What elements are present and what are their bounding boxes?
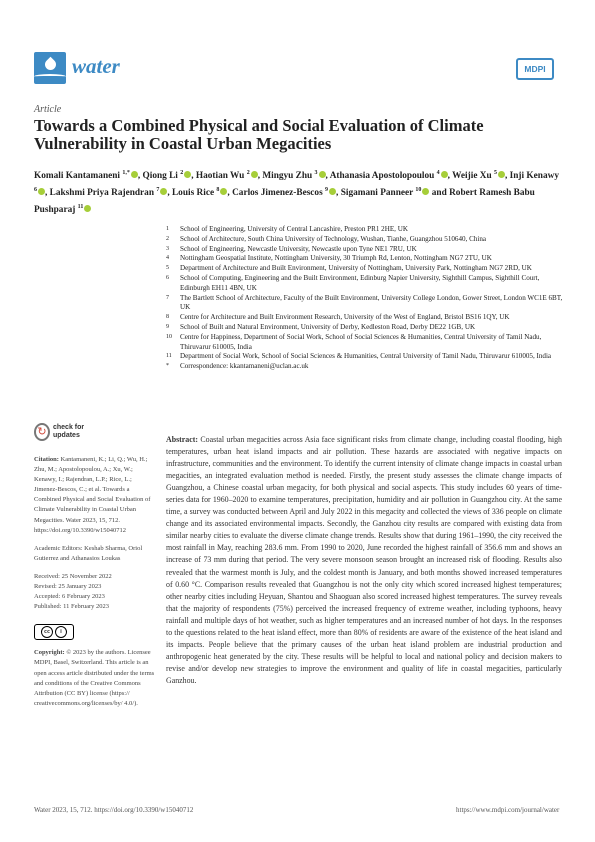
- author-name: Qiong Li: [142, 171, 178, 182]
- footer-journal-url[interactable]: https://www.mdpi.com/journal/water: [456, 806, 560, 814]
- author-affiliation-number: 8: [216, 187, 220, 194]
- revised-date: Revised: 25 January 2023: [34, 583, 102, 591]
- affiliation-number: 5: [166, 265, 169, 272]
- orcid-icon[interactable]: [160, 188, 167, 195]
- footer-citation[interactable]: Water 2023, 15, 712. https://doi.org/10.3390/w15040712: [34, 806, 194, 814]
- author[interactable]: [262, 171, 325, 181]
- academic-editors: Academic Editors: Keshab Sharma, Oriol Gutierrez and Athanasios Loukas: [34, 544, 143, 562]
- author-name: Carlos Jimenez-Bescos: [232, 188, 323, 199]
- affiliation-text: Correspondence: kkantamaneni@uclan.ac.uk: [180, 362, 309, 371]
- affiliation-item: [166, 245, 566, 255]
- orcid-icon[interactable]: [319, 171, 326, 178]
- affiliation-text: Department of Social Work, School of Social Sciences & Humanities, Central University of Tamil Nadu, Thiruvarur 610005, India: [180, 352, 552, 361]
- author-name: Sigamani Panneer: [340, 188, 414, 199]
- author-affiliation-number: 3: [314, 170, 318, 176]
- author[interactable]: [143, 171, 192, 181]
- abstract-text: Coastal urban megacities across Asia face significant risks from climate change, including coastal flooding, high temperatures, urban heat island impacts and air pollution. These hazards are associated with negative impacts on infrastructure, communities and the environment. To identify the current intensity of climate change impacts in coastal urban megacities, an integrated evaluation method is needed. Firstly, the present study assesses the climate change impacts of Guangzhou, a Chinese coastal urban megacity, for both physical and social aspects. This study includes 60 years of time-series data for 1960–2020 to examine temperatures, precipitation, humidity and air pollution in Guangzhou city. At the same time, a survey was conducted between April and July 2022 in this megacity and collected the views of 336 people on climate change and its associated environmental impacts. Secondly, the Ganzhou city results are compared with existing data from similar nearby cities to evaluate the diverse climate change trends. Results show that during 1961–1990, the city received the most rainfall in May, reaching 283.6 mm. From 1990 to 2020, June recorded the highest rainfall of 356.6 mm and shows an increase of 73 mm during that period. The very severe monsoon season brought an increased risk of flooding. Results also revealed that the warmest month is July, and the coldest month is January, and both months showed increased temperatures of 0.60 °C. Comparison results revealed that Guangzhou is not the only city which scored increased highest temperatures; other nearby cities including Heyuan, Shantou and Shaoguan also scored increased highest temperatures. The survey reveals that the majority of respondents (75%) perceived the increased frequency of extreme weather, including typhoons, heavy rainfall and multiple days of hot weather, such as higher temperatures and an increased number of hot days. In the responses to the questions related to the heat island effect, more than 80% of residents are aware of the existence of the heat island and its impacts. People believe that the primary causes of the urban heat island problem are industrial production and anthropogenic heat generated by the city. These results will be helpful to local and national policy and decision makers to revise and/or develop new strategies to improve the environment and quality of life in coastal megacities, particularly Ganzhou.: [166, 435, 562, 685]
- copyright-text: © 2023 by the authors. Licensee MDPI, Basel, Switzerland. This article is an open access article distributed under the terms and conditions of the Creative Commons Attribution (CC BY) license (https:// creativecommons.org/licenses/by/ 4.0/).: [34, 649, 155, 707]
- author-affiliation-number: 11: [77, 204, 84, 211]
- copyright-label: Copyright:: [34, 649, 65, 657]
- author-affiliation-number: 2: [180, 170, 184, 176]
- affiliation-item: [166, 294, 566, 314]
- affiliation-text: Nottingham Geospatial Institute, Nottingham University, 30 Triumph Rd, Lenton, Nottingham NG7 2TU, UK: [180, 254, 492, 263]
- affiliation-item: [166, 333, 566, 353]
- author-affiliation-number: 10: [415, 187, 422, 194]
- affiliation-text: The Bartlett School of Architecture, Faculty of the Built Environment, University College London, Gower Street, London WC1E 6BT, UK: [180, 293, 563, 312]
- received-date: Received: 25 November 2022: [34, 572, 112, 580]
- affiliation-item: [166, 362, 566, 372]
- abstract-label: Abstract:: [166, 435, 198, 444]
- page-title: Towards a Combined Physical and Social Evaluation of Climate Vulnerability in Coastal Urban Megacities: [34, 116, 484, 153]
- citation-text[interactable]: Kantamaneni, K.; Li, Q.; Wu, H.; Zhu, M.; Apostolopoulou, A.; Xu, W.; Kenawy, I.; Rajendran, L.P.; Rice, L.; Jimenez-Bescos, C.; et al. Towards a Combined Physical and Social Evaluation of Climate Vulnerability in Coastal Urban Megacities. Water 2023, 15, 712. https://doi.org/10.3390/w15040712: [34, 456, 151, 534]
- orcid-icon[interactable]: [131, 171, 138, 178]
- journal-name[interactable]: water: [72, 54, 120, 78]
- author[interactable]: [232, 188, 336, 198]
- author-name: Haotian Wu: [195, 171, 245, 182]
- affiliation-text: Centre for Architecture and Built Environment Research, University of the West of England, Bristol BS16 1QY, UK: [180, 313, 510, 322]
- author-name: Weijie Xu: [452, 171, 492, 182]
- publisher-logo[interactable]: MDPI: [516, 58, 554, 80]
- journal-logo-icon: [34, 52, 66, 84]
- citation-block: [34, 455, 156, 536]
- affiliation-text: School of Engineering, University of Central Lancashire, Preston PR1 2HE, UK: [180, 225, 408, 233]
- affiliation-text: Centre for Happiness, Department of Social Work, School of Social Sciences & Humanities, Central University of Tamil Nadu, Thiruvarur 610005, India: [180, 332, 542, 351]
- orcid-icon[interactable]: [441, 171, 448, 178]
- author-affiliation-number: 9: [325, 187, 329, 194]
- accepted-date: Accepted: 6 February 2023: [34, 593, 105, 601]
- author-list: Komali Kantamaneni $^{1,*}$ , Qiong Li $^2$ , Haotian Wu $^2$ , Mingyu Zhu $^3$ , Athanasia Apostolopoulou $^4$ , Weijie Xu $^5$ , Inji Kenawy $^6$ , Lakshmi Priya Rajendran $^7$ , Louis Rice $^8$ , Carlos Jimenez-Bescos $^9$ , Sigamani Panneer $^{10}$ and Robert Ramesh Babu Pushparaj $^{11}$: [34, 170, 559, 216]
- author[interactable]: [50, 188, 168, 198]
- article-type: Article: [34, 104, 62, 115]
- orcid-icon[interactable]: [422, 188, 429, 195]
- affiliation-item: [166, 264, 566, 274]
- water-drop-icon: [43, 57, 59, 73]
- orcid-icon[interactable]: [84, 205, 91, 212]
- cc-by-license-icon[interactable]: cc i: [34, 624, 74, 640]
- author-name: Robert Ramesh Babu Pushparaj: [34, 188, 535, 216]
- orcid-icon[interactable]: [498, 171, 505, 178]
- citation-label: Citation:: [34, 456, 59, 463]
- wave-icon: [34, 74, 66, 79]
- affiliation-list: [166, 225, 566, 372]
- author-name: Komali Kantamaneni: [34, 171, 121, 182]
- author[interactable]: [172, 188, 227, 198]
- affiliation-number: 10: [166, 333, 172, 340]
- affiliation-number: *: [166, 363, 169, 370]
- orcid-icon[interactable]: [220, 188, 227, 195]
- affiliation-item: [166, 274, 566, 294]
- check-updates-label: check for updates: [53, 424, 85, 439]
- affiliation-number: 11: [166, 353, 172, 360]
- affiliation-item: [166, 235, 566, 245]
- author-affiliation-number: 5: [493, 170, 497, 176]
- author-affiliation-number: 6: [34, 187, 37, 194]
- author-name: Inji Kenawy: [509, 171, 559, 182]
- check-for-updates-button[interactable]: [34, 423, 94, 445]
- affiliation-item: [166, 313, 566, 323]
- copyright-block: [34, 648, 156, 709]
- author-name: Mingyu Zhu: [262, 171, 313, 182]
- affiliation-item: [166, 352, 566, 362]
- author[interactable]: [330, 171, 448, 181]
- article-sidebar: [34, 455, 156, 717]
- affiliation-number: 9: [166, 323, 169, 330]
- affiliation-text: School of Computing, Engineering and the Built Environment, Edinburg Napier University, Sighthill Campus, Sighthill Court, Edinburgh EH11 4BN, UK: [180, 273, 540, 292]
- author[interactable]: [196, 171, 258, 181]
- abstract: [166, 434, 562, 687]
- orcid-icon[interactable]: [184, 171, 191, 178]
- author-affiliation-number: 2: [246, 170, 250, 176]
- author-name: Lakshmi Priya Rajendran: [49, 188, 154, 199]
- published-date: Published: 11 February 2023: [34, 603, 110, 611]
- affiliation-number: 4: [166, 255, 169, 262]
- author-affiliation-number: 1,*: [122, 170, 130, 176]
- orcid-icon[interactable]: [38, 188, 45, 195]
- affiliation-item: [166, 323, 566, 333]
- affiliation-number: 1: [166, 226, 169, 232]
- affiliation-number: 3: [166, 245, 169, 252]
- check-updates-icon: ↻: [34, 423, 50, 441]
- author[interactable]: [452, 171, 505, 181]
- affiliation-number: 2: [166, 235, 169, 242]
- author[interactable]: [34, 171, 138, 181]
- affiliation-number: 8: [166, 314, 169, 321]
- orcid-icon[interactable]: [251, 171, 258, 178]
- author-name: Athanasia Apostolopoulou: [329, 171, 435, 182]
- author-affiliation-number: 4: [436, 170, 440, 176]
- author[interactable]: [341, 188, 430, 198]
- affiliation-number: 7: [166, 294, 169, 301]
- affiliation-text: School of Architecture, South China University of Technology, Wushan, Tianhe, Guangzhou 510640, China: [180, 234, 487, 243]
- orcid-icon[interactable]: [329, 188, 336, 195]
- affiliation-number: 6: [166, 274, 169, 281]
- affiliation-text: School of Built and Natural Environment, University of Derby, Kedleston Road, Derby DE22 1GB, UK: [180, 322, 476, 331]
- authors-and: and: [431, 188, 447, 199]
- author-name: Louis Rice: [171, 188, 215, 199]
- author-affiliation-number: 7: [156, 187, 160, 194]
- affiliation-text: Department of Architecture and Built Environment, University of Nottingham, University Park, Nottingham NG7 2RD, UK: [180, 264, 532, 273]
- affiliation-item: [166, 254, 566, 264]
- affiliation-text: School of Engineering, Newcastle University, Newcastle upon Tyne NE1 7RU, UK: [180, 244, 417, 253]
- affiliation-item: [166, 225, 566, 235]
